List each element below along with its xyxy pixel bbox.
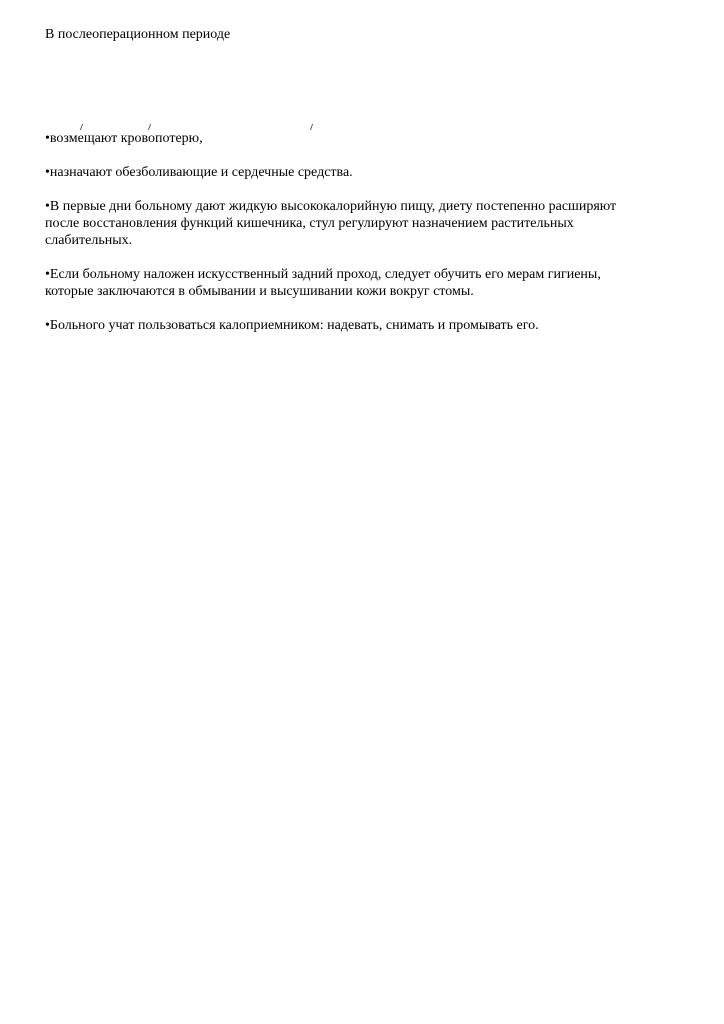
page-title: В послеоперационном периоде: [45, 27, 231, 42]
truncated-text-line: [45, 122, 345, 130]
paragraph-blood-loss: •возмещают кровопотерю,: [45, 131, 203, 146]
body-text: [45, 130, 645, 351]
paragraph-stoma-hygiene: •Если больному наложен искусственный задний проход, следует обучить его мерам гигиены, которые заключаются в обмывании и высушивании кожи вокруг стомы.: [45, 267, 601, 299]
paragraph-medication: •назначают обезболивающие и сердечные средства.: [45, 165, 353, 180]
paragraph-colostomy-bag: •Больного учат пользоваться калоприемником: надевать, снимать и промывать его.: [45, 318, 539, 333]
paragraph-diet: •В первые дни больному дают жидкую высококалорийную пищу, диету постепенно расширяют после восстановления функций кишечника, стул регулируют назначением растительных слабительных.: [45, 199, 617, 248]
